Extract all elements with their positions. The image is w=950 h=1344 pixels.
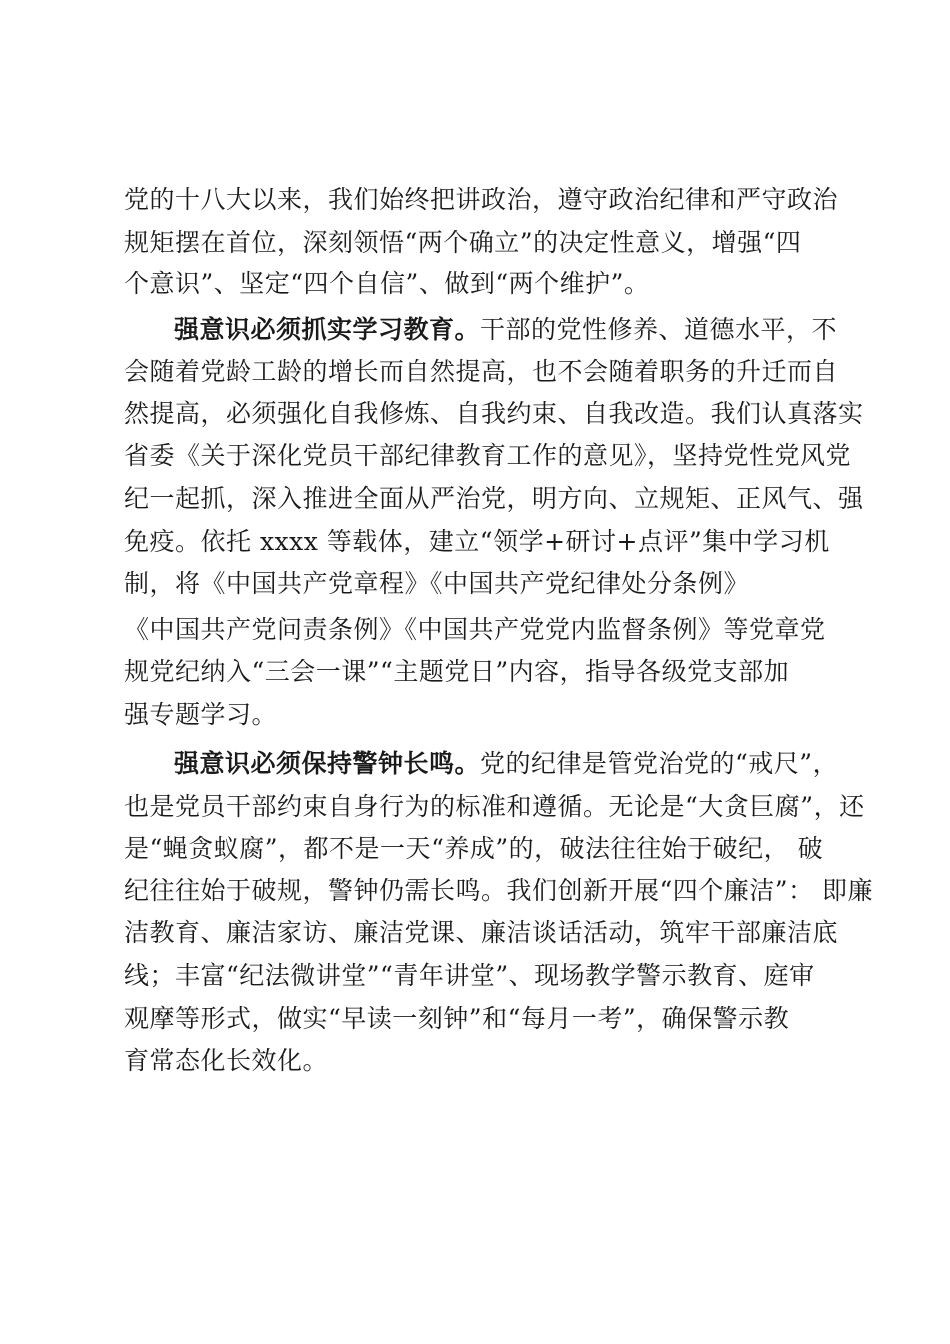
paragraph-1-line: 个意识”、坚定“四个自信”、做到“两个维护”。 — [124, 269, 650, 298]
paragraph-3-line: 洁教育、廉洁家访、廉洁党课、廉洁谈话活动，筑牢干部廉洁底 — [124, 918, 839, 947]
paragraph-3-line: 纪往往始于破规，警钟仍需长鸣。我们创新开展“四个廉洁”： 即廉 — [124, 876, 874, 905]
paragraph-2-line: 会随着党龄工龄的增长而自然提高，也不会随着职务的升迁而自 — [124, 357, 839, 386]
paragraph-1-line: 规矩摆在首位，深刻领悟“两个确立”的决定性意义，增强“四 — [124, 228, 802, 257]
paragraph-3-line: 也是党员干部约束自身行为的标准和遵循。无论是“大贪巨腐”，还 — [124, 792, 865, 821]
paragraph-3-line: 观摩等形式，做实“早读一刻钟”和“每月一考”，确保警示教 — [124, 1004, 790, 1033]
paragraph-2-line: 干部的党性修养、道德水平，不 — [480, 315, 838, 344]
paragraph-2-line: 纪一起抓，深入推进全面从严治党，明方向、立规矩、正风气、强 — [124, 484, 864, 513]
paragraph-3-heading: 强意识必须保持警钟长鸣。 — [174, 749, 481, 778]
paragraph-2-line: 免疫。依托 xxxx 等载体，建立“领学+研讨+点评”集中学习机 — [124, 527, 830, 556]
paragraph-3-line: 是“蝇贪蚁腐”，都不是一天“养成”的，破法往往始于破纪， 破 — [124, 834, 824, 863]
paragraph-1-line: 党的十八大以来，我们始终把讲政治，遵守政治纪律和严守政治 — [124, 185, 839, 214]
paragraph-2-line: 强专题学习。 — [124, 700, 278, 729]
paragraph-3-line: 党的纪律是管党治党的“戒尺”， — [480, 749, 839, 778]
paragraph-2-line: 制，将《中国共产党章程》《中国共产党纪律处分条例》 — [124, 569, 750, 598]
paragraph-2-line: 《中国共产党问责条例》《中国共产党党内监督条例》等党章党 — [124, 615, 826, 644]
paragraph-3-line: 线；丰富“纪法微讲堂”“青年讲堂”、现场教学警示教育、庭审 — [124, 961, 815, 990]
paragraph-2-line: 省委《关于深化党员干部纪律教育工作的意见》，坚持党性党风党 — [124, 441, 852, 470]
paragraph-3-first-line — [174, 746, 844, 782]
paragraph-2-heading: 强意识必须抓实学习教育。 — [174, 315, 481, 344]
paragraph-2-line: 然提高，必须强化自我修炼、自我约束、自我改造。我们认真落实 — [124, 399, 864, 428]
paragraph-3-line: 育常态化长效化。 — [124, 1046, 329, 1075]
paragraph-2-line: 规党纪纳入“三会一课”“主题党日”内容，指导各级党支部加 — [124, 657, 790, 686]
paragraph-2-first-line — [174, 312, 844, 348]
